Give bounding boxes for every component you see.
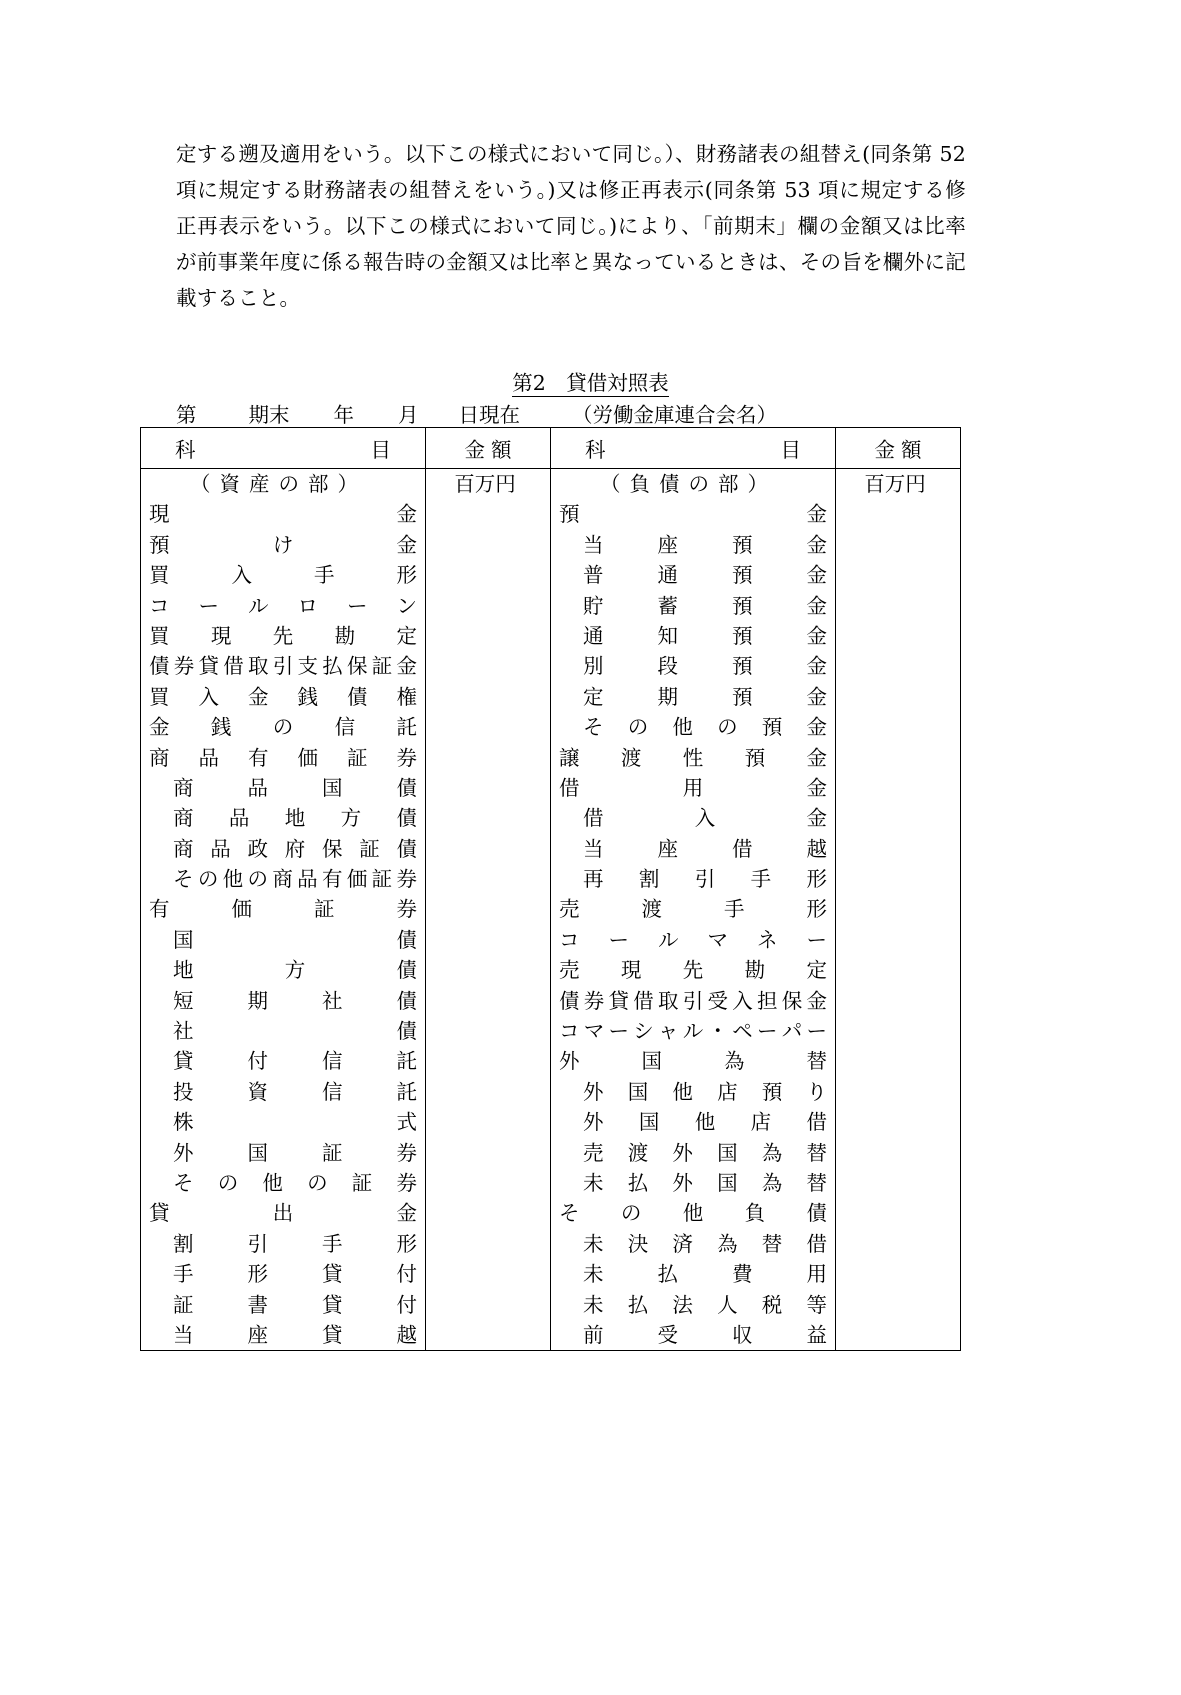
account-name: 借​用​金 (559, 775, 827, 800)
account-row (551, 499, 835, 529)
amount-cell[interactable] (836, 499, 960, 529)
assets-section-heading: （資産の部） (190, 472, 367, 496)
account-row (141, 773, 425, 803)
period-label-month: 月 (398, 403, 419, 427)
amount-cell[interactable] (426, 621, 550, 651)
note-paragraph-block (176, 136, 966, 316)
account-name: 未​払​外​国​為​替 (583, 1170, 827, 1195)
account-name: 当​座​貸​越 (173, 1322, 417, 1347)
amount-cell[interactable] (426, 743, 550, 773)
account-name: 有​価​証​券 (149, 897, 417, 922)
account-row (551, 864, 835, 894)
account-name: そ​の​他​の​商​品​有​価​証​券 (173, 867, 417, 892)
period-label-kimatsu: 期末 (248, 403, 290, 427)
balance-sheet-table (140, 427, 961, 1351)
account-row (551, 834, 835, 864)
amount-cell[interactable] (836, 1138, 960, 1168)
account-name: 貯​蓄​預​金 (583, 593, 827, 618)
account-name: 未​決​済​為​替​借 (583, 1231, 827, 1256)
amount-cell[interactable] (836, 591, 960, 621)
amount-cell[interactable] (836, 1046, 960, 1076)
amount-cell[interactable] (836, 1168, 960, 1198)
amount-cell[interactable] (836, 1290, 960, 1320)
amount-cell[interactable] (836, 1198, 960, 1228)
account-row (551, 591, 835, 621)
account-name: 投​資​信​託 (173, 1079, 417, 1104)
account-name: そ​の​他​の​証​券 (173, 1170, 417, 1195)
amount-cell[interactable] (836, 712, 960, 742)
page-title-text: 第2 貸借対照表 (512, 371, 669, 395)
account-name: 買​入​手​形 (149, 563, 417, 588)
account-name: 金​銭​の​信​託 (149, 715, 417, 740)
account-name: 外​国​他​店​借 (583, 1110, 827, 1135)
account-row (551, 894, 835, 924)
account-row (141, 682, 425, 712)
account-row (141, 712, 425, 742)
account-row (551, 1168, 835, 1198)
amount-cell[interactable] (426, 1229, 550, 1259)
header-amount-left-text: 金額 (464, 438, 518, 462)
amount-cell[interactable] (426, 1016, 550, 1046)
account-name: 買​入​金​銭​債​権 (149, 684, 417, 709)
account-row (551, 1259, 835, 1289)
amount-cell[interactable] (426, 1046, 550, 1076)
account-name: そ​の​他​の​預​金 (583, 715, 827, 740)
assets-amount-column[interactable] (426, 469, 551, 1351)
account-name: 商​品​政​府​保​証​債 (173, 836, 417, 861)
account-row (551, 682, 835, 712)
account-name: 預​け​金 (149, 532, 417, 557)
account-name: コ​ー​ル​ロ​ー​ン (149, 593, 417, 618)
amount-cell[interactable] (836, 560, 960, 590)
amount-cell[interactable] (426, 682, 550, 712)
amount-cell[interactable] (836, 682, 960, 712)
account-name: 割​引​手​形 (173, 1231, 417, 1256)
account-row (141, 1229, 425, 1259)
account-row (551, 712, 835, 742)
account-row (141, 834, 425, 864)
account-name: 地​方​債 (173, 958, 417, 983)
account-row (141, 925, 425, 955)
account-name: 売​渡​外​国​為​替 (583, 1140, 827, 1165)
account-name: 当​座​借​越 (583, 836, 827, 861)
period-label-asof: 日現在 (458, 403, 520, 427)
organisation-name-placeholder: （労働金庫連合会名） (572, 403, 777, 427)
amount-cell[interactable] (426, 1107, 550, 1137)
amount-cell[interactable] (836, 894, 960, 924)
account-name: 貸​出​金 (149, 1201, 417, 1226)
account-name: 証​書​貸​付 (173, 1292, 417, 1317)
account-row (141, 743, 425, 773)
account-name: 債​券​貸​借​取​引​受​入​担​保​金 (559, 988, 827, 1013)
amount-cell[interactable] (426, 499, 550, 529)
account-row (141, 1320, 425, 1350)
header-amount-right-text: 金額 (874, 438, 928, 462)
amount-cell[interactable] (426, 986, 550, 1016)
header-item-right-text: 科目 (585, 438, 801, 462)
amount-cell[interactable] (836, 1320, 960, 1350)
account-row (141, 803, 425, 833)
balance-sheet-subheader (176, 398, 976, 428)
account-row (141, 864, 425, 894)
amount-cell[interactable] (426, 955, 550, 985)
amount-cell[interactable] (836, 621, 960, 651)
account-row (141, 1046, 425, 1076)
header-item-left (141, 428, 426, 469)
table-header-row (141, 428, 961, 469)
account-name: 株​式 (173, 1110, 417, 1135)
header-amount-left (426, 428, 551, 469)
amount-cell[interactable] (836, 925, 960, 955)
account-row (551, 560, 835, 590)
account-name: 外​国​証​券 (173, 1140, 417, 1165)
amount-cell[interactable] (836, 1229, 960, 1259)
account-row (141, 591, 425, 621)
account-name: コ​ー​ル​マ​ネ​ー (559, 927, 827, 952)
account-row (141, 894, 425, 924)
account-row (141, 955, 425, 985)
account-row (141, 1016, 425, 1046)
account-row (551, 621, 835, 651)
header-item-left-text: 科目 (175, 438, 391, 462)
amount-cell[interactable] (836, 955, 960, 985)
amount-cell[interactable] (426, 1168, 550, 1198)
amount-cell[interactable] (836, 986, 960, 1016)
account-name: 売​現​先​勘​定 (559, 958, 827, 983)
account-row (551, 530, 835, 560)
account-name: 未​払​費​用 (583, 1262, 827, 1287)
liabilities-section-heading: （負債の部） (600, 472, 777, 496)
account-row (551, 1138, 835, 1168)
account-name: 前​受​収​益 (583, 1322, 827, 1347)
header-item-right (551, 428, 836, 469)
account-name: 外​国​他​店​預​り (583, 1079, 827, 1104)
account-name: コ​マ​ー​シ​ャ​ル​・​ペ​ー​パ​ー (559, 1019, 827, 1044)
account-row (141, 530, 425, 560)
account-name: 国​債 (173, 927, 417, 952)
account-row (141, 986, 425, 1016)
account-row (551, 743, 835, 773)
table-body-row (141, 469, 961, 1351)
amount-cell[interactable] (426, 651, 550, 681)
amount-cell[interactable] (836, 1107, 960, 1137)
page-title (0, 366, 1181, 396)
account-name: 別​段​預​金 (583, 654, 827, 679)
account-row (551, 1077, 835, 1107)
account-name: 譲​渡​性​預​金 (559, 745, 827, 770)
account-name: 社​債 (173, 1019, 417, 1044)
note-paragraph: 定する遡及適用をいう。以下この様式において同じ。）、財務諸表の組替え(同条第 52 項に規定する財務諸表の組替えをいう。)又は修正再表示(同条第 53 項に規定する修正再表示をいう。以下この様式において同じ。)により、「前期末」欄の金額又は比率が前事業年度に係る報告時の金額又は比率と異なっているときは、その旨を欄外に記載すること。 (176, 142, 966, 310)
amount-cell[interactable] (836, 651, 960, 681)
account-row (551, 1016, 835, 1046)
account-name: 短​期​社​債 (173, 988, 417, 1013)
account-row (141, 1077, 425, 1107)
amount-cell[interactable] (426, 894, 550, 924)
account-row (551, 773, 835, 803)
header-amount-right (836, 428, 961, 469)
amount-cell[interactable] (426, 1138, 550, 1168)
amount-cell[interactable] (836, 834, 960, 864)
amount-cell[interactable] (426, 803, 550, 833)
account-row (551, 803, 835, 833)
amount-cell[interactable] (426, 530, 550, 560)
amount-cell[interactable] (426, 1290, 550, 1320)
amount-cell[interactable] (426, 864, 550, 894)
amount-cell[interactable] (426, 925, 550, 955)
amount-cell[interactable] (836, 864, 960, 894)
account-row (551, 651, 835, 681)
account-row (551, 925, 835, 955)
amount-cell[interactable] (426, 834, 550, 864)
account-row (141, 1138, 425, 1168)
account-name: 債​券​貸​借​取​引​支​払​保​証​金 (149, 654, 417, 679)
account-row (141, 560, 425, 590)
account-row (141, 1107, 425, 1137)
account-row (141, 1168, 425, 1198)
account-name: 売​渡​手​形 (559, 897, 827, 922)
account-row (551, 1046, 835, 1076)
account-name: 普​通​預​金 (583, 563, 827, 588)
period-label-year: 年 (333, 403, 354, 427)
account-name: 商​品​地​方​債 (173, 806, 417, 831)
account-name: そ​の​他​負​債 (559, 1201, 827, 1226)
account-name: 借​入​金 (583, 806, 827, 831)
liabilities-item-column (551, 469, 836, 1351)
account-row (141, 1198, 425, 1228)
amount-cell[interactable] (836, 773, 960, 803)
account-name: 手​形​貸​付 (173, 1262, 417, 1287)
account-name: 未​払​法​人​税​等 (583, 1292, 827, 1317)
amount-unit-label: 百万円 (454, 472, 516, 496)
account-name: 再​割​引​手​形 (583, 867, 827, 892)
assets-item-column (141, 469, 426, 1351)
amount-cell[interactable] (426, 560, 550, 590)
amount-cell[interactable] (426, 712, 550, 742)
amount-cell[interactable] (426, 1259, 550, 1289)
account-name: 現​金 (149, 502, 417, 527)
account-row (141, 651, 425, 681)
account-row (551, 1290, 835, 1320)
account-name: 通​知​預​金 (583, 623, 827, 648)
account-name: 商​品​有​価​証​券 (149, 745, 417, 770)
amount-cell[interactable] (426, 1077, 550, 1107)
account-name: 定​期​預​金 (583, 684, 827, 709)
account-name: 商​品​国​債 (173, 775, 417, 800)
account-name: 当​座​預​金 (583, 532, 827, 557)
amount-unit-label: 百万円 (864, 472, 926, 496)
amount-cell[interactable] (836, 743, 960, 773)
account-row (551, 1229, 835, 1259)
period-label-dai: 第 (176, 403, 197, 427)
account-row (141, 621, 425, 651)
account-name: 貸​付​信​託 (173, 1049, 417, 1074)
account-row (551, 1107, 835, 1137)
account-row (551, 986, 835, 1016)
account-row (551, 1320, 835, 1350)
account-row (551, 1198, 835, 1228)
account-name: 買​現​先​勘​定 (149, 623, 417, 648)
account-row (141, 1290, 425, 1320)
amount-cell[interactable] (836, 1016, 960, 1046)
amount-cell[interactable] (836, 803, 960, 833)
account-name: 外​国​為​替 (559, 1049, 827, 1074)
liabilities-amount-column[interactable] (836, 469, 961, 1351)
amount-cell[interactable] (426, 591, 550, 621)
amount-cell[interactable] (426, 1320, 550, 1350)
account-row (551, 955, 835, 985)
account-row (141, 1259, 425, 1289)
account-name: 預​金 (559, 502, 827, 527)
amount-cell[interactable] (836, 1259, 960, 1289)
account-row (141, 499, 425, 529)
amount-cell[interactable] (836, 530, 960, 560)
amount-cell[interactable] (426, 1198, 550, 1228)
amount-cell[interactable] (836, 1077, 960, 1107)
amount-cell[interactable] (426, 773, 550, 803)
